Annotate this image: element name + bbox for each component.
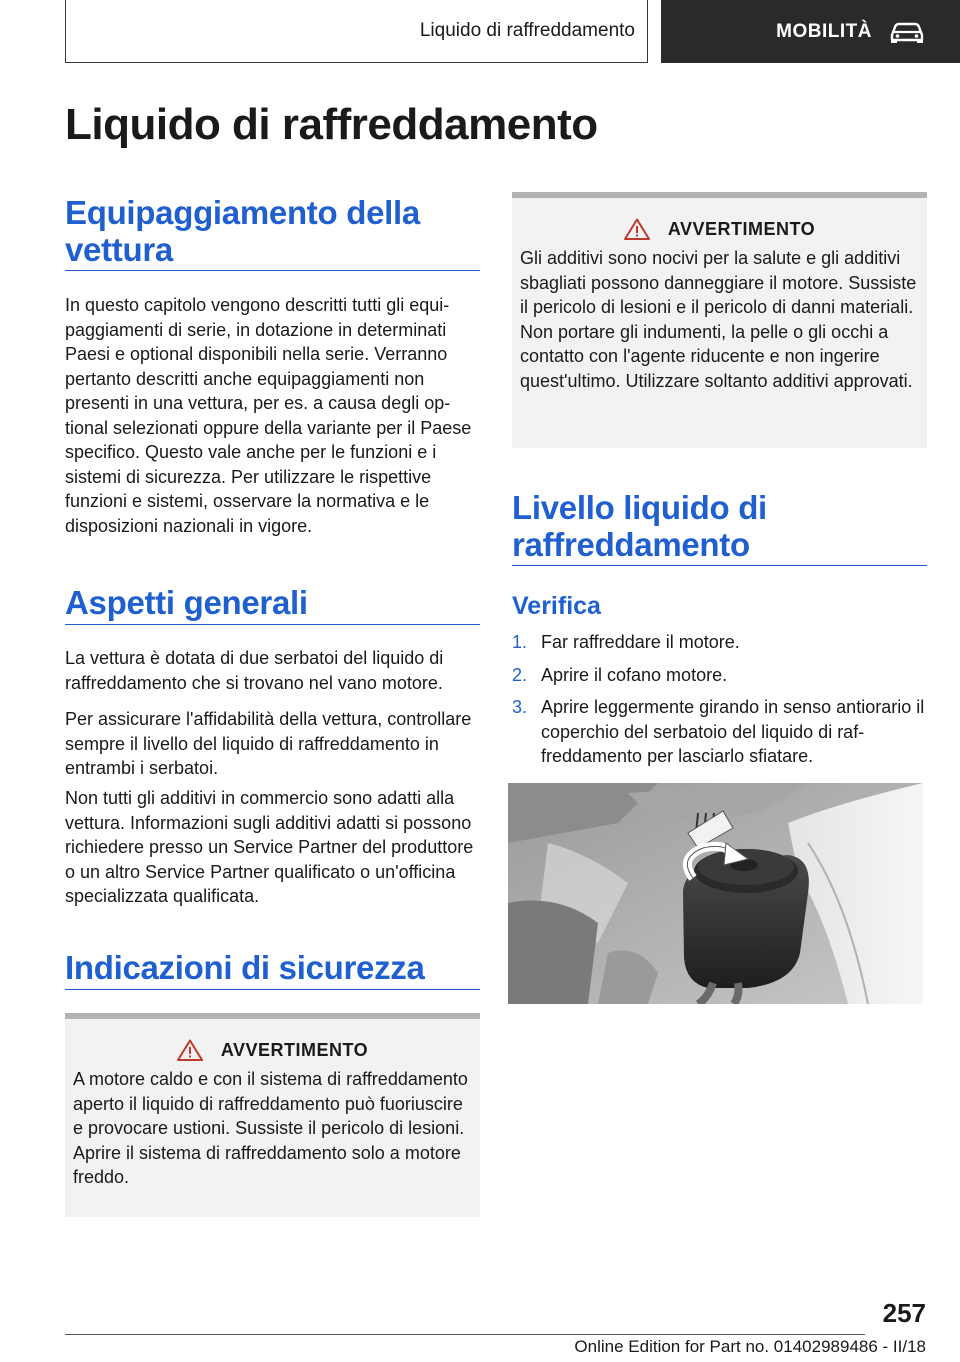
list-item [512,630,927,655]
step-number: 1. [512,632,528,652]
chapter-tab [661,0,960,63]
car-icon [888,21,926,43]
equipment-paragraph: In questo capitolo vengono descritti tutti gli equipaggiamenti di serie, in dotazione in determinati Paesi e optional disponibili nella serie. Verranno pertanto descritti anche equipaggiamenti non presenti in una vettura, per es. a causa degli optional selezionati oppure della variante per il Paese specifico. Questo vale anche per le funzioni e i sistemi di sicurezza. Per utilizzare le rispettive funzioni e sistemi, osservare la normativa e le disposizioni nazionali in vigore. [65,295,472,536]
step-number: 2. [512,664,528,685]
coolant-reservoir-illustration [508,783,923,1004]
level-heading: Livello liquido di raffreddamento [512,489,767,563]
equipment-heading: Equipaggiamento della vettura [65,194,420,268]
heading-rule [512,565,927,566]
safety-heading: Indicazioni di sicurezza [65,949,425,986]
footer-rule [65,1334,865,1335]
list-item [512,695,927,769]
warning-text: Gli additivi sono nocivi per la salute e gli additivi sbagliati possono danneggiare il motore. Sussiste il pericolo di lesioni e il pericolo di danni materiali. Non portare gli indumenti, la pelle o gli occhi a contatto con l'agente riducente e non ingerire quest'ultimo. Utilizzare soltanto additivi approvati. [520,248,917,391]
general-paragraph-2: Per assicurare l'affidabilità della vettura, controllare sempre il livello del liquido di raffreddamento in entrambi i serbatoi. [65,709,472,778]
running-header [65,0,648,63]
heading-rule [65,270,480,271]
warning-box [65,1013,480,1217]
warning-triangle-icon [177,1039,203,1061]
warning-text: A motore caldo e con il sistema di raffreddamento aperto il liquido di raffreddamento può fuoriuscire e provocare ustioni. Sussiste il pericolo di lesioni. Aprire il sistema di raffreddamento solo a motore freddo. [73,1069,468,1187]
edition-footer: Online Edition for Part no. 01402989486 - II/18 [574,1337,926,1356]
heading-rule [65,989,480,990]
warning-title-row [73,1039,472,1061]
general-heading: Aspetti generali [65,584,308,621]
heading-rule [65,624,480,625]
step-number: 3. [512,697,528,717]
warning-title-row [520,218,919,240]
warning-title: AVVERTIMENTO [220,1039,369,1060]
general-paragraph-1: La vettura è dotata di due serbatoi del liquido di raffreddamento che si trovano nel vano motore. [65,648,444,693]
steps-list [512,630,927,769]
page-number: 257 [882,1298,926,1328]
warning-triangle-icon [624,218,650,240]
running-header-title: Liquido di raffreddamento [419,20,635,41]
step-text: Far raffreddare il motore. [541,632,740,652]
page-title: Liquido di raffreddamento [65,100,598,149]
warning-title: AVVERTIMENTO [667,218,816,239]
check-heading: Verifica [512,592,601,620]
step-text: Aprire il cofano motore. [541,664,728,685]
warning-box [512,192,927,448]
chapter-label: MOBILITÀ [776,20,872,42]
list-item [512,663,927,688]
step-text: Aprire leggermente girando in senso antiorario il coperchio del serbatoio del liquido di raffreddamento per lasciarlo sfiatare. [541,697,925,766]
general-paragraph-3: Non tutti gli additivi in commercio sono adatti alla vettura. Informazioni sugli additivi adatti si possono richiedere presso un Service Partner del produttore o un altro Service Partner qualificato o un'officina specializzata qualificata. [65,788,474,906]
